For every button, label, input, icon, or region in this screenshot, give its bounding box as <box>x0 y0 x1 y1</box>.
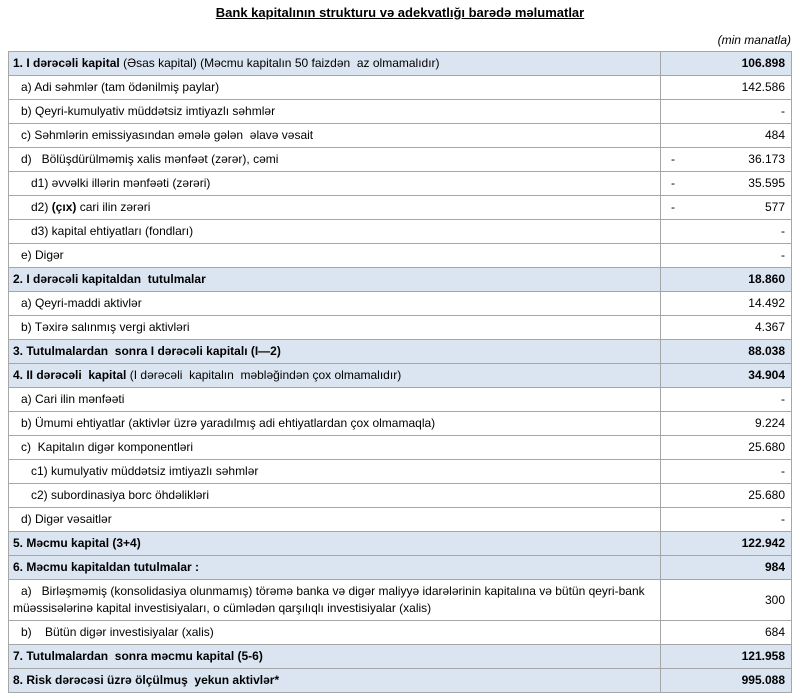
row-label: d2) (çıx) cari ilin zərəri <box>9 196 661 220</box>
row-value <box>661 316 792 340</box>
row-value <box>661 76 792 100</box>
table-row <box>9 388 792 412</box>
table-row <box>9 268 792 292</box>
value-number: - <box>781 248 785 262</box>
row-value <box>661 508 792 532</box>
table-row <box>9 412 792 436</box>
unit-note: (min manatla) <box>717 33 791 47</box>
row-label: a) Birləşməmiş (konsolidasiya olunmamış) törəmə banka və digər maliyyə idarələrinin kapitalına və bütün qeyri-bank müəssisələrinə kapital investisiyaları, o cümlədən qarşılıqlı investisiyalar (xalis) <box>9 580 661 621</box>
table-row <box>9 340 792 364</box>
row-label: 7. Tutulmalardan sonra məcmu kapital (5-6) <box>9 645 661 669</box>
table-row <box>9 172 792 196</box>
row-label: a) Qeyri-maddi aktivlər <box>9 292 661 316</box>
table-row <box>9 220 792 244</box>
table-row <box>9 100 792 124</box>
value-number: 142.586 <box>741 80 785 94</box>
table-row <box>9 484 792 508</box>
table-row <box>9 124 792 148</box>
value-number: 995.088 <box>741 673 785 687</box>
row-label: 3. Tutulmalardan sonra I dərəcəli kapitalı (I—2) <box>9 340 661 364</box>
value-number: 300 <box>764 592 785 607</box>
page-title: Bank kapitalının strukturu və adekvatlığı barədə məlumatlar <box>215 5 585 20</box>
table-row <box>9 76 792 100</box>
row-label: 8. Risk dərəcəsi üzrə ölçülmuş yekun aktivlər* <box>9 669 661 693</box>
table-row <box>9 148 792 172</box>
value-number: 35.595 <box>748 176 785 190</box>
row-label: d) Digər vəsaitlər <box>9 508 661 532</box>
row-value <box>661 436 792 460</box>
row-value <box>661 100 792 124</box>
value-number: 88.038 <box>748 344 785 358</box>
table-row <box>9 244 792 268</box>
negative-sign: - <box>671 176 675 190</box>
row-value <box>661 556 792 580</box>
value-number: 18.860 <box>748 272 785 286</box>
row-value <box>661 172 792 196</box>
value-number: 9.224 <box>754 416 785 430</box>
row-value <box>661 484 792 508</box>
row-label: 1. I dərəcəli kapital (Əsas kapital) (Məcmu kapitalın 50 faizdən az olmamalıdır) <box>9 52 661 76</box>
negative-sign: - <box>671 152 675 166</box>
value-number: 14.492 <box>748 296 785 310</box>
row-value <box>661 244 792 268</box>
row-value <box>661 52 792 76</box>
row-label: c2) subordinasiya borc öhdəlikləri <box>9 484 661 508</box>
table-row <box>9 460 792 484</box>
table-row <box>9 508 792 532</box>
row-label: c) Səhmlərin emissiyasından əmələ gələn əlavə vəsait <box>9 124 661 148</box>
value-number: 684 <box>764 625 785 639</box>
row-value <box>661 388 792 412</box>
value-number: 984 <box>764 560 785 574</box>
row-value <box>661 532 792 556</box>
row-label: b) Qeyri-kumulyativ müddətsiz imtiyazlı səhmlər <box>9 100 661 124</box>
value-number: 122.942 <box>741 536 785 550</box>
table-row <box>9 621 792 645</box>
row-value <box>661 460 792 484</box>
row-label: b) Bütün digər investisiyalar (xalis) <box>9 621 661 645</box>
value-number: 25.680 <box>748 488 785 502</box>
row-value <box>661 292 792 316</box>
value-number: 36.173 <box>748 152 785 166</box>
value-number: - <box>781 512 785 526</box>
row-label: 4. II dərəcəli kapital (I dərəcəli kapitalın məbləğindən çox olmamalıdır) <box>9 364 661 388</box>
row-label: a) Adi səhmlər (tam ödənilmiş paylar) <box>9 76 661 100</box>
row-label: c1) kumulyativ müddətsiz imtiyazlı səhmlər <box>9 460 661 484</box>
row-label: d) Bölüşdürülməmiş xalis mənfəət (zərər), cəmi <box>9 148 661 172</box>
row-value <box>661 580 792 621</box>
capital-table-body <box>9 52 792 693</box>
table-row <box>9 196 792 220</box>
row-value <box>661 196 792 220</box>
table-row <box>9 580 792 621</box>
row-value <box>661 412 792 436</box>
table-row <box>9 669 792 693</box>
row-value <box>661 268 792 292</box>
row-value <box>661 621 792 645</box>
row-label: a) Cari ilin mənfəəti <box>9 388 661 412</box>
row-value <box>661 669 792 693</box>
row-value <box>661 148 792 172</box>
row-value <box>661 364 792 388</box>
value-number: 577 <box>764 200 785 214</box>
value-number: - <box>781 224 785 238</box>
table-row <box>9 364 792 388</box>
row-value <box>661 645 792 669</box>
negative-sign: - <box>671 200 675 214</box>
value-number: 4.367 <box>754 320 785 334</box>
value-number: 106.898 <box>741 56 785 70</box>
value-number: - <box>781 104 785 118</box>
value-number: 484 <box>764 128 785 142</box>
row-label: b) Ümumi ehtiyatlar (aktivlər üzrə yaradılmış adi ehtiyatlardan çox olmamaqla) <box>9 412 661 436</box>
value-number: 34.904 <box>748 368 785 382</box>
row-label: c) Kapitalın digər komponentləri <box>9 436 661 460</box>
row-label: e) Digər <box>9 244 661 268</box>
row-label: 2. I dərəcəli kapitaldan tutulmalar <box>9 268 661 292</box>
value-number: - <box>781 392 785 406</box>
row-value <box>661 124 792 148</box>
capital-structure-table <box>8 51 792 693</box>
value-number: 25.680 <box>748 440 785 454</box>
table-row <box>9 292 792 316</box>
table-row <box>9 645 792 669</box>
value-number: - <box>781 464 785 478</box>
row-label: 6. Məcmu kapitaldan tutulmalar : <box>9 556 661 580</box>
value-number: 121.958 <box>741 649 785 663</box>
table-row <box>9 532 792 556</box>
row-value <box>661 340 792 364</box>
table-row <box>9 436 792 460</box>
row-label: d3) kapital ehtiyatları (fondları) <box>9 220 661 244</box>
row-label: b) Təxirə salınmış vergi aktivləri <box>9 316 661 340</box>
table-row <box>9 316 792 340</box>
row-label: d1) əvvəlki illərin mənfəəti (zərəri) <box>9 172 661 196</box>
row-label: 5. Məcmu kapital (3+4) <box>9 532 661 556</box>
row-value <box>661 220 792 244</box>
table-row <box>9 52 792 76</box>
table-row <box>9 556 792 580</box>
